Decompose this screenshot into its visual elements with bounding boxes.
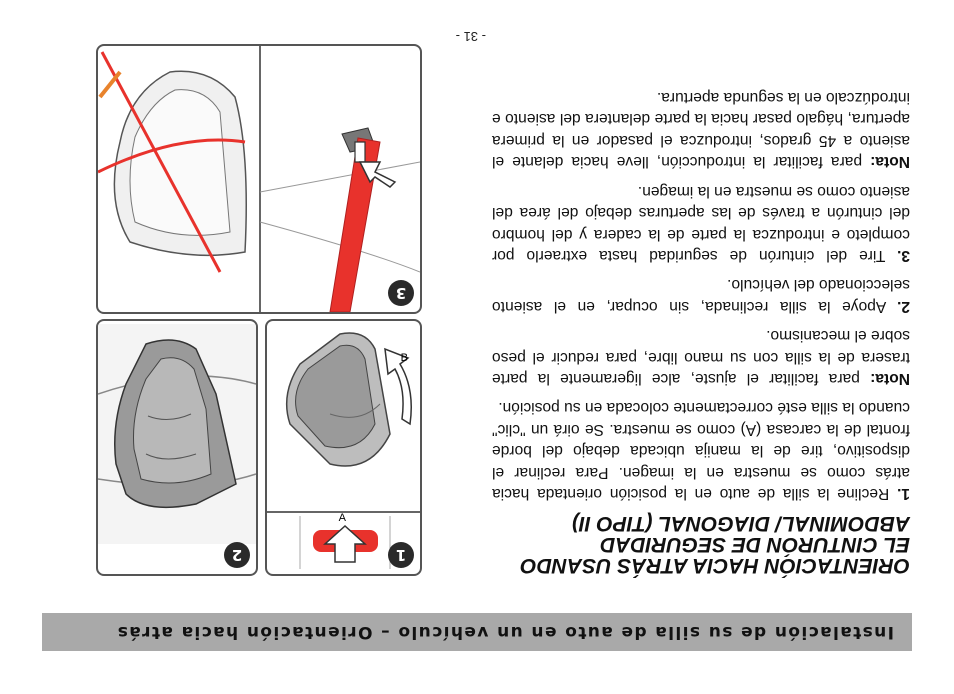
- step-badge-2: 2: [224, 542, 250, 568]
- step-badge-1: 1: [388, 542, 414, 568]
- note-1: Nota: para facilitar el ajuste, alce ligeramente la parte trasera de la silla con su mano libre, para reducir el peso sobre el mecanismo.: [492, 327, 910, 387]
- figure-2: [96, 319, 258, 576]
- seat-recline-illustration: [287, 333, 390, 466]
- title-line-2: EL CINTURÓN DE SEGURIDAD: [600, 533, 910, 556]
- note-2: Nota: para facilitar la introducción, lleve hacia delante el asiento a 45 grados, introduzca el pasador en la primera apertura, hágalo pasar hacia la parte delantera del asiento e introdúzcalo en la segunda apertura.: [492, 89, 910, 171]
- label-a-fig1: A: [338, 512, 346, 524]
- step-1: 1. Recline la silla de auto en la posición orientada hacia atrás como se muestra en la imagen. Para reclinar el dispositivo, tire de la manija ubicada debajo del borde frontal de la carcasa (A) como se muestra. Se oirá un "clic" cuando la silla esté correctamente colocada en su posición.: [492, 399, 910, 502]
- title-line-1: ORIENTACIÓN HACIA ATRÁS USANDO: [520, 554, 910, 577]
- step-3: 3. Tire del cinturón de seguridad hasta extraerlo por completo e introduzca la parte de la cadera y del hombro del cinturón a través de las aperturas debajo del área del asiento como se muestra en la imagen.: [492, 182, 910, 264]
- page-number: - 31 -: [455, 29, 486, 44]
- section-title: [490, 513, 910, 576]
- step-2: 2. Apoye la silla reclinada, sin ocupar, en el asiento seleccionado del vehículo.: [492, 276, 910, 315]
- section-banner: Instalación de su silla de auto en un vehículo – Orientación hacia atrás: [42, 613, 912, 651]
- label-b-fig1: B: [400, 352, 408, 364]
- figure-3: [96, 44, 422, 314]
- belt-routing-illustration: [98, 52, 246, 272]
- title-line-3: ABDOMINAL/ DIAGONAL (TIPO II): [572, 512, 910, 535]
- instructions: [492, 79, 910, 504]
- step-badge-3: 3: [388, 280, 414, 306]
- figure-1: [265, 319, 422, 576]
